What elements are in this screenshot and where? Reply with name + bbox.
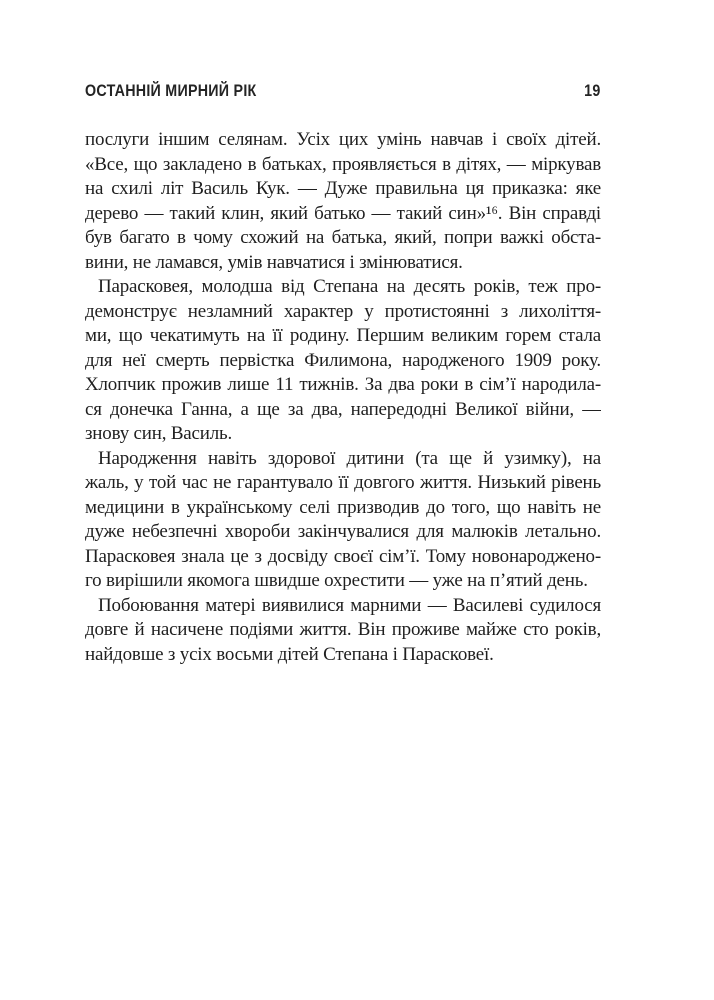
text-line: «Все, що закладено в батьках, проявляється в дітях, — міркував: [85, 153, 601, 175]
text-line: на схилі літ Василь Кук. — Дуже правильна ця приказка: яке: [85, 178, 601, 199]
running-title: ОСТАННІЙ МИРНИЙ РІК: [85, 81, 257, 100]
paragraph: [85, 447, 601, 594]
text-line: медицини в українському селі призводив до того, що навіть не: [85, 496, 601, 518]
text-line: дуже небезпечні хвороби закінчувалися для малюків летально.: [85, 521, 601, 542]
page-header: [85, 82, 601, 100]
page-number: 19: [584, 81, 601, 100]
text-line: Побоювання матері виявилися марними — Василеві судилося: [98, 594, 601, 616]
paragraph: [85, 275, 601, 447]
text-line: послуги іншим селянам. Усіх цих умінь навчав і своїх дітей.: [85, 129, 601, 150]
text-line: вини, не ламався, умів навчатися і змінюватися.: [85, 251, 463, 273]
text-line: найдовше з усіх восьми дітей Степана і Парасковеї.: [85, 643, 494, 665]
text-line: дерево — такий клин, який батько — такий син»¹⁶. Він справді: [85, 202, 601, 224]
text-line: для неї смерть первістка Филимона, народженого 1909 року.: [85, 349, 601, 371]
text-line: го вирішили якомога швидше охрестити — уже на п’ятий день.: [85, 570, 588, 591]
text-line: ми, що чекатимуть на її родину. Першим великим горем стала: [85, 325, 601, 346]
text-line: ся донечка Ганна, а ще за два, напередодні Великої війни, —: [85, 398, 601, 420]
text-line: знову син, Василь.: [85, 423, 233, 444]
text-line: Парасковея, молодша від Степана на десять років, теж про-: [98, 276, 601, 297]
text-line: довге й насичене подіями життя. Він проживе майже сто років,: [85, 619, 601, 640]
text-line: демонструє незламний характер у протистоянні з лихоліття-: [85, 300, 601, 322]
text-line: Парасковея знала це з досвіду своєї сім’ї. Тому новонароджено-: [85, 545, 601, 567]
text-line: Хлопчик прожив лише 11 тижнів. За два роки в сім’ї народила-: [85, 374, 601, 395]
text-line: Народження навіть здорової дитини (та ще й узимку), на: [98, 447, 601, 469]
paragraph: [85, 128, 601, 275]
body-text: [85, 128, 601, 667]
paragraph: [85, 594, 601, 668]
text-line: жаль, у той час не гарантувало її довгого життя. Низький рівень: [85, 472, 601, 493]
text-line: був багато в чому схожий на батька, який, попри важкі обста-: [85, 227, 601, 248]
